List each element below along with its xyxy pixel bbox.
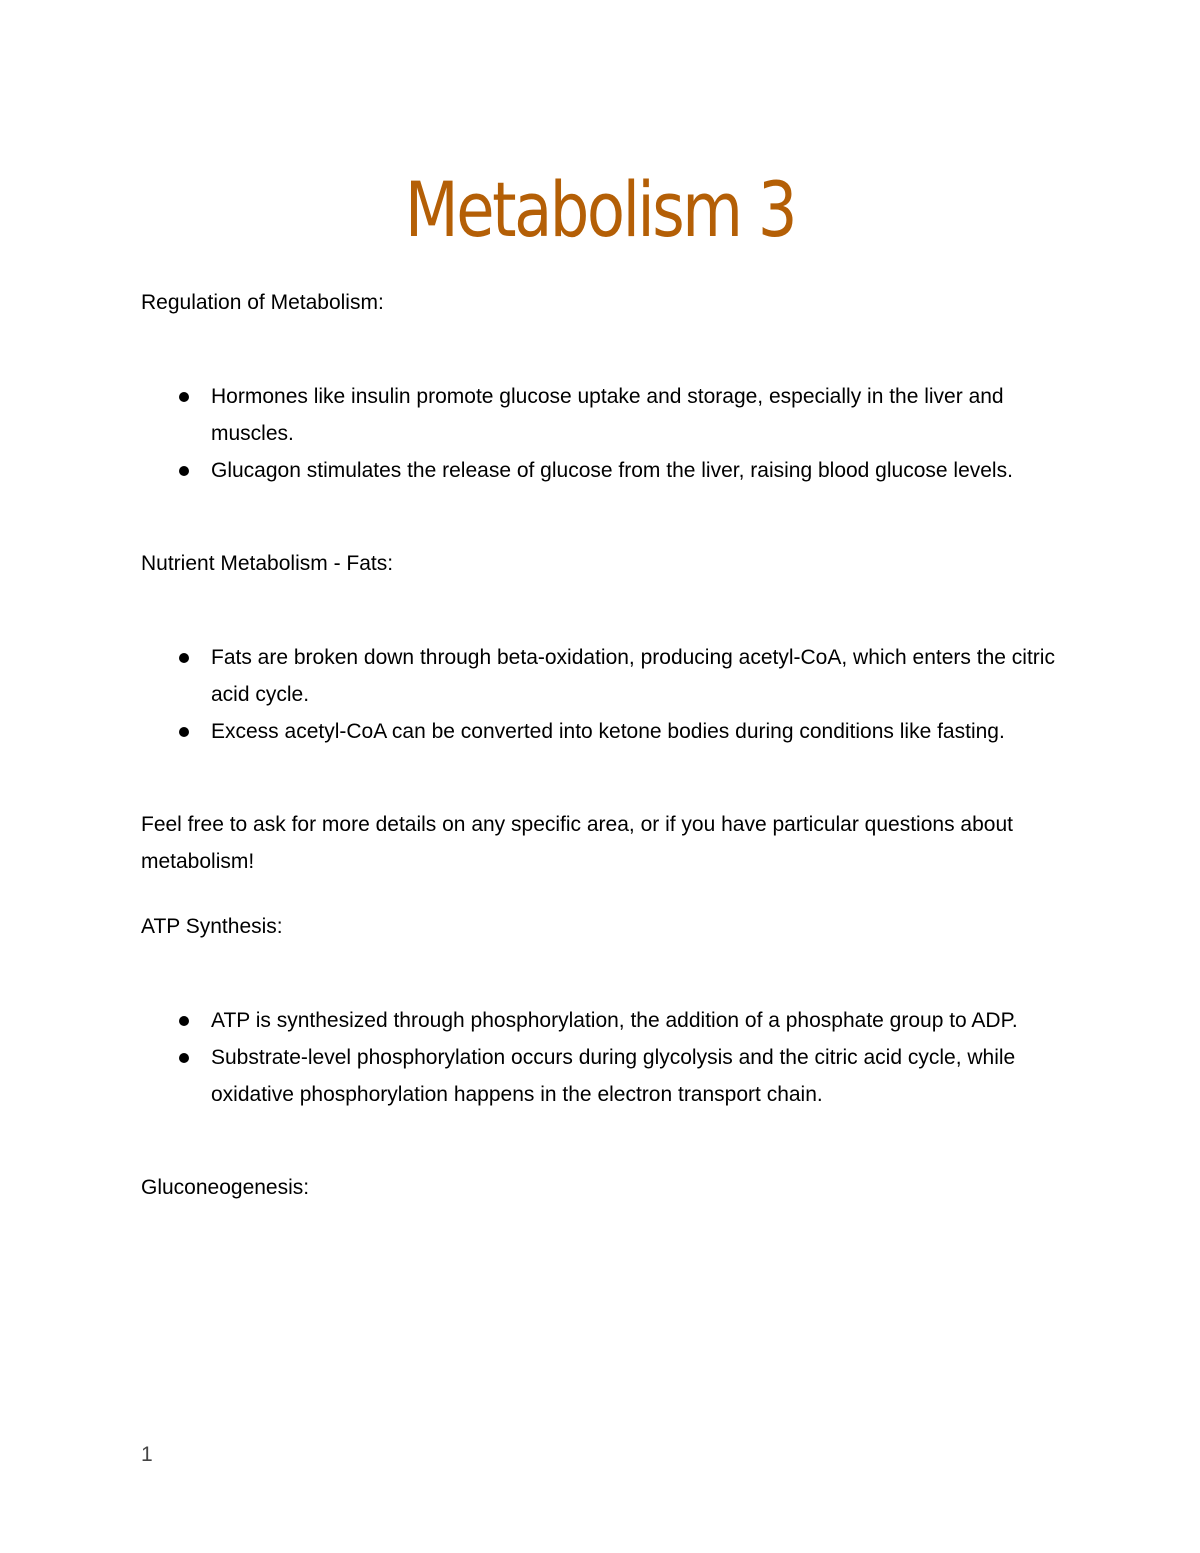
list-item-text: Fats are broken down through beta-oxidation, producing acetyl-CoA, which enters the citric acid cycle. xyxy=(211,646,1055,706)
list-item-text: Hormones like insulin promote glucose uptake and storage, especially in the liver and muscles. xyxy=(211,385,1004,445)
list-item-text: Substrate-level phosphorylation occurs during glycolysis and the citric acid cycle, while oxidative phosphorylation happens in the electron transport chain. xyxy=(211,1046,1016,1106)
list-item-text: ATP is synthesized through phosphorylation, the addition of a phosphate group to ADP. xyxy=(211,1009,1018,1032)
bullet-list-atp xyxy=(141,1002,1071,1113)
section-heading-gluconeogenesis: Gluconeogenesis: xyxy=(141,1176,310,1199)
closing-note: Feel free to ask for more details on any specific area, or if you have particular questions about metabolism! xyxy=(141,813,1013,873)
list-item xyxy=(141,639,1071,713)
list-item xyxy=(141,1002,1071,1039)
document-title: Metabolism 3 xyxy=(404,165,796,254)
bullet-icon xyxy=(179,653,189,663)
list-item-text: Glucagon stimulates the release of glucose from the liver, raising blood glucose levels. xyxy=(211,459,1013,482)
list-item xyxy=(141,452,1071,489)
bullet-icon xyxy=(179,1016,189,1026)
bullet-list-regulation xyxy=(141,378,1071,489)
bullet-icon xyxy=(179,1053,189,1063)
section-heading-atp: ATP Synthesis: xyxy=(141,915,283,938)
section-heading-fats: Nutrient Metabolism - Fats: xyxy=(141,552,394,575)
section-heading-regulation: Regulation of Metabolism: xyxy=(141,291,384,314)
page-number: 1 xyxy=(141,1443,153,1466)
bullet-icon xyxy=(179,392,189,402)
list-item xyxy=(141,378,1071,452)
list-item xyxy=(141,1039,1071,1113)
bullet-icon xyxy=(179,466,189,476)
document-body xyxy=(141,284,1071,1206)
list-item xyxy=(141,713,1071,750)
bullet-icon xyxy=(179,727,189,737)
bullet-list-fats xyxy=(141,639,1071,750)
list-item-text: Excess acetyl-CoA can be converted into ketone bodies during conditions like fasting. xyxy=(211,720,1005,743)
